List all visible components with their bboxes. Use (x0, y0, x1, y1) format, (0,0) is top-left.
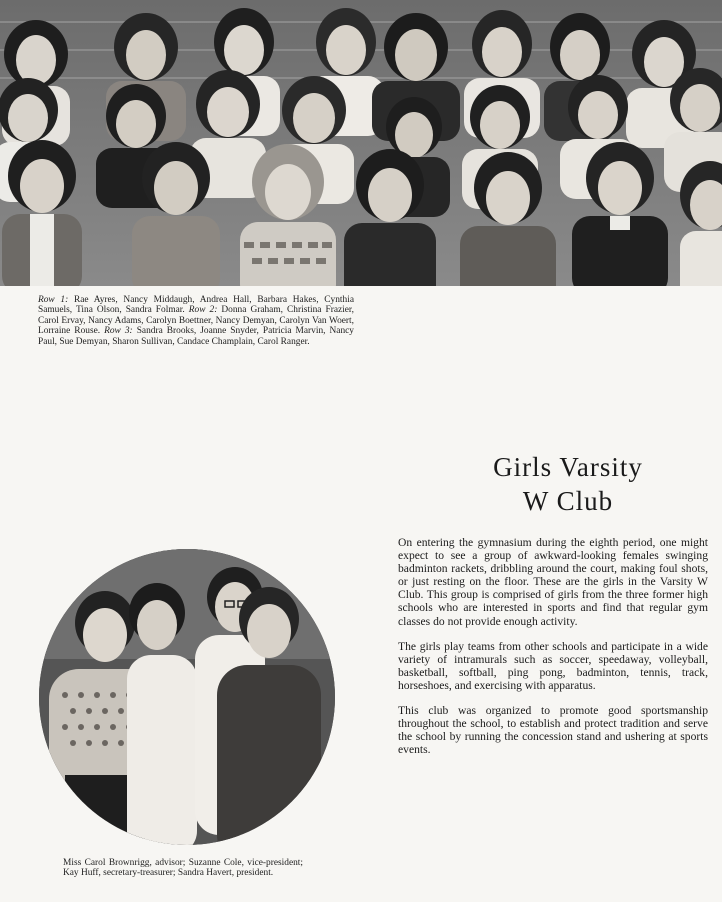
group-photo-illustration (0, 0, 722, 286)
title-line-1: Girls Varsity (493, 452, 643, 482)
officers-photo (39, 549, 335, 845)
officers-photo-illustration (39, 549, 335, 845)
row-1-names: Rae Ayres, Nancy Middaugh, Andrea Hall, Barbara Hakes, Cynthia Samuels, Tina Olson, Sandra Folmar. (38, 295, 354, 316)
title-line-2: W Club (522, 486, 614, 516)
row-1-label: Row 1: (38, 295, 69, 305)
officers-photo-caption: Miss Carol Brownrigg, advisor; Suzanne Cole, vice-president; Kay Huff, secretary-treasurer; Sandra Havert, president. (63, 858, 303, 879)
row-3-names: Sandra Brooks, Joanne Snyder, Patricia Marvin, Nancy Paul, Sue Demyan, Sharon Sullivan, Candace Champlain, Carol Ranger. (38, 326, 354, 347)
group-photo (0, 0, 722, 286)
page-title (428, 450, 708, 518)
body-paragraph-1: On entering the gymnasium during the eighth period, one might expect to see a group of awkward-looking females swinging badminton rackets, dribbling around the court, making foul shots, or just resting on the floor. These are the girls in the Varsity W Club. This group is comprised of girls from the three former high schools who are interested in sports and find that regular gym classes do not provide enough activity. (398, 536, 708, 628)
body-paragraph-3: This club was organized to promote good sportsmanship throughout the school, to establish and protect tradition and serve the school by running the concession stand and ushering at sports events. (398, 704, 708, 757)
body-paragraph-2: The girls play teams from other schools and participate in a wide variety of intramurals such as soccer, speedaway, volleyball, basketball, softball, ping pong, badminton, tennis, track, horseshoes, and exercising with apparatus. (398, 639, 708, 692)
article-body (398, 536, 708, 768)
row-3-label: Row 3: (104, 326, 133, 337)
group-photo-caption (38, 295, 354, 347)
row-2-label: Row 2: (188, 305, 218, 316)
row-2-names: Donna Graham, Christina Frazier, Carol Ervay, Nancy Adams, Carolyn Boettner, Nancy Demyan, Carolyn Van Woert, Lorraine Rouse. (38, 305, 354, 337)
